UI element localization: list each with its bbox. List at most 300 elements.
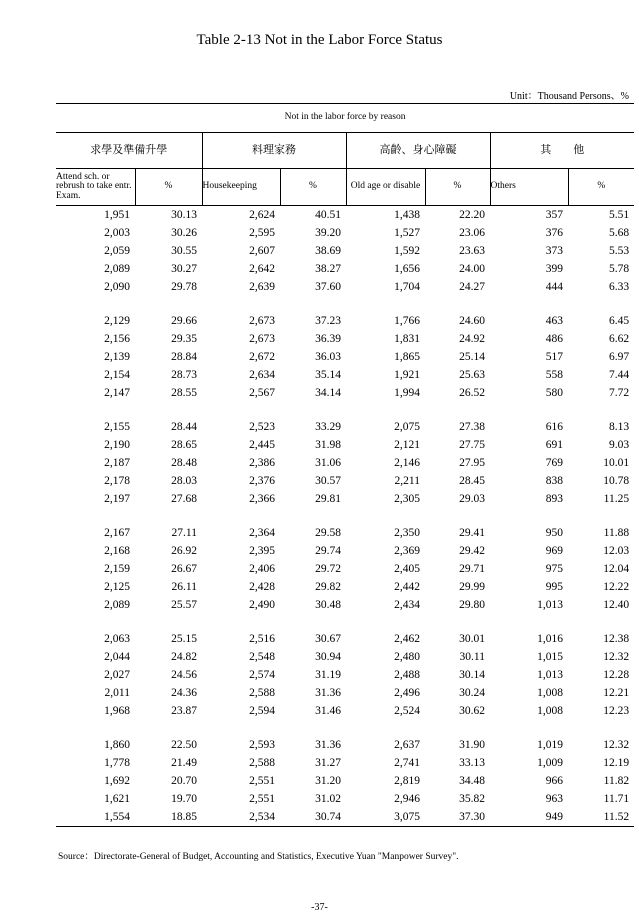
table-cell: 2,011 [104, 687, 130, 699]
table-cell: 2,063 [104, 633, 130, 645]
table-cell: 2,405 [394, 563, 420, 575]
table-cell: 2,637 [394, 739, 420, 751]
table-cell: 31.36 [315, 739, 341, 751]
table-cell: 22.50 [171, 739, 197, 751]
table-cell: 12.38 [603, 633, 630, 645]
unit-note: Unit：Thousand Persons、% [509, 91, 629, 102]
col-header-attend-school: Attend sch. or rebrush to take entr. Exam. [56, 169, 135, 206]
table-cell: 26.52 [459, 387, 485, 399]
table-cell: 26.67 [171, 563, 197, 575]
table-cell: 12.40 [603, 599, 630, 611]
table-cell: 486 [545, 333, 563, 345]
table-cell: 2,480 [394, 651, 420, 663]
table-cell: 12.28 [603, 669, 630, 681]
table-row [56, 366, 634, 384]
table-cell: 29.58 [315, 527, 341, 539]
table-row [56, 542, 634, 560]
table-row [56, 278, 634, 296]
spacer-cell [280, 614, 346, 630]
table-cell: 376 [545, 227, 563, 239]
table-cell: 2,305 [394, 493, 420, 505]
table-cell: 10.78 [603, 475, 630, 487]
table-cell: 31.36 [315, 687, 341, 699]
table-cell: 5.53 [608, 245, 630, 257]
table-cell: 24.56 [171, 669, 197, 681]
table-cell: 28.55 [171, 387, 197, 399]
table-row [56, 312, 634, 330]
table-cell: 3,075 [346, 808, 425, 827]
spacer-cell [280, 508, 346, 524]
spacer-cell [56, 508, 135, 524]
table-cell: 995 [545, 581, 563, 593]
table-cell: 2,089 [104, 599, 130, 611]
table-cell: 1,704 [394, 281, 420, 293]
table-cell: 30.24 [459, 687, 485, 699]
table-cell: 2,574 [249, 669, 275, 681]
table-cell: 26.11 [171, 581, 197, 593]
table-cell: 2,027 [104, 669, 130, 681]
header-top: Not in the labor force by reason [56, 104, 634, 133]
table-cell: 29.71 [459, 563, 485, 575]
table-cell: 28.45 [459, 475, 485, 487]
table-cell: 30.01 [459, 633, 485, 645]
table-cell: 399 [545, 263, 563, 275]
table-cell: 12.22 [603, 581, 630, 593]
spacer-cell [568, 402, 634, 418]
table-cell: 2,159 [104, 563, 130, 575]
table-cell: 30.11 [459, 651, 485, 663]
table-cell: 1,008 [537, 687, 563, 699]
table-cell: 2,369 [394, 545, 420, 557]
group-spacer [56, 614, 634, 630]
table-cell: 5.78 [608, 263, 630, 275]
table-cell: 2,147 [104, 387, 130, 399]
table-cell: 2,567 [249, 387, 275, 399]
table-cell: 25.57 [171, 599, 197, 611]
table-cell: 39.20 [315, 227, 341, 239]
table-cell: 29.35 [171, 333, 197, 345]
table-cell: 2,434 [394, 599, 420, 611]
table-cell: 963 [545, 793, 563, 805]
table-cell: 35.14 [315, 369, 341, 381]
table-cell: 37.60 [315, 281, 341, 293]
table-cell: 2,516 [249, 633, 275, 645]
table-cell: 29.66 [171, 315, 197, 327]
table-cell: 10.01 [603, 457, 630, 469]
table-cell: 2,819 [394, 775, 420, 787]
table-cell: 2,445 [249, 439, 275, 451]
table-cell: 12.32 [603, 651, 630, 663]
table-row [56, 224, 634, 242]
table-cell: 691 [545, 439, 563, 451]
table-cell: 357 [545, 209, 563, 221]
table-cell: 1,019 [537, 739, 563, 751]
table-cell: 1,994 [394, 387, 420, 399]
spacer-cell [346, 402, 425, 418]
table-cell: 27.95 [459, 457, 485, 469]
table-cell: 37.23 [315, 315, 341, 327]
table-cell: 1,592 [394, 245, 420, 257]
table-cell: 24.82 [171, 651, 197, 663]
table-cell: 22.20 [459, 209, 485, 221]
table-row [56, 524, 634, 542]
table-cell: 33.29 [315, 421, 341, 433]
table-cell: 20.70 [171, 775, 197, 787]
table-cell: 2,594 [249, 705, 275, 717]
table-row [56, 790, 634, 808]
table-cell: 2,364 [249, 527, 275, 539]
table-cell: 23.87 [171, 705, 197, 717]
table-cell: 29.74 [315, 545, 341, 557]
table-cell: 12.03 [603, 545, 630, 557]
table-cell: 6.45 [608, 315, 630, 327]
table-cell: 1,921 [394, 369, 420, 381]
spacer-cell [490, 508, 568, 524]
table-cell: 2,090 [104, 281, 130, 293]
table-cell: 2,129 [104, 315, 130, 327]
table-cell: 1,013 [537, 599, 563, 611]
table-cell: 1,621 [104, 793, 130, 805]
table-cell: 36.39 [315, 333, 341, 345]
table-row [56, 684, 634, 702]
table-cell: 29.41 [459, 527, 485, 539]
table-cell: 23.63 [459, 245, 485, 257]
table-row [56, 702, 634, 720]
table-cell: 2,496 [394, 687, 420, 699]
table-cell: 21.49 [171, 757, 197, 769]
table-cell: 2,588 [249, 757, 275, 769]
table-cell: 24.36 [171, 687, 197, 699]
table-cell: 36.03 [315, 351, 341, 363]
spacer-cell [490, 296, 568, 312]
table-cell: 23.06 [459, 227, 485, 239]
table-cell: 2,406 [249, 563, 275, 575]
table-cell: 6.33 [608, 281, 630, 293]
table-cell: 2,607 [249, 245, 275, 257]
spacer-cell [346, 614, 425, 630]
table-cell: 30.26 [171, 227, 197, 239]
table-cell: 2,155 [104, 421, 130, 433]
spacer-cell [425, 508, 490, 524]
spacer-cell [56, 720, 135, 736]
table-cell: 444 [545, 281, 563, 293]
table-cell: 2,673 [249, 315, 275, 327]
spacer-cell [568, 614, 634, 630]
table-cell: 30.27 [171, 263, 197, 275]
table-cell: 30.55 [171, 245, 197, 257]
table-cell: 28.48 [171, 457, 197, 469]
table-cell: 28.84 [171, 351, 197, 363]
table-cell: 1,951 [104, 209, 130, 221]
table-cell: 18.85 [135, 808, 202, 827]
table-cell: 2,178 [104, 475, 130, 487]
table-cell: 1,438 [394, 209, 420, 221]
spacer-cell [568, 720, 634, 736]
table-row [56, 666, 634, 684]
table-row [56, 560, 634, 578]
spacer-cell [280, 720, 346, 736]
table-cell: 2,386 [249, 457, 275, 469]
table-row [56, 736, 634, 754]
table-cell: 11.88 [603, 527, 630, 539]
table-cell: 38.27 [315, 263, 341, 275]
table-cell: 1,015 [537, 651, 563, 663]
table-cell: 2,395 [249, 545, 275, 557]
table-cell: 29.81 [315, 493, 341, 505]
col-header-pct: % [135, 169, 202, 206]
table-cell: 2,350 [394, 527, 420, 539]
spacer-cell [202, 402, 280, 418]
table-row [56, 330, 634, 348]
table-cell: 616 [545, 421, 563, 433]
table-cell: 1,831 [394, 333, 420, 345]
table-cell: 1,527 [394, 227, 420, 239]
table-cell: 2,146 [394, 457, 420, 469]
table-cell: 2,741 [394, 757, 420, 769]
table-cell: 29.72 [315, 563, 341, 575]
table-cell: 558 [545, 369, 563, 381]
table-cell: 30.57 [315, 475, 341, 487]
spacer-cell [425, 402, 490, 418]
table-cell: 2,089 [104, 263, 130, 275]
table-cell: 40.51 [315, 209, 341, 221]
table-cell: 7.72 [608, 387, 630, 399]
table-cell: 2,044 [104, 651, 130, 663]
table-cell: 2,428 [249, 581, 275, 593]
table-cell: 11.82 [603, 775, 630, 787]
table-cell: 2,551 [249, 793, 275, 805]
table-cell: 12.21 [603, 687, 630, 699]
table-cell: 2,588 [249, 687, 275, 699]
table-cell: 2,673 [249, 333, 275, 345]
table-cell: 31.46 [315, 705, 341, 717]
spacer-cell [202, 296, 280, 312]
table-cell: 27.68 [171, 493, 197, 505]
table-row [56, 490, 634, 508]
table-cell: 29.78 [171, 281, 197, 293]
table-cell: 2,595 [249, 227, 275, 239]
table-row [56, 436, 634, 454]
table-cell: 6.97 [608, 351, 630, 363]
table-cell: 29.03 [459, 493, 485, 505]
spacer-cell [490, 402, 568, 418]
table-cell: 1,692 [104, 775, 130, 787]
table-cell: 35.82 [459, 793, 485, 805]
table-cell: 2,551 [249, 775, 275, 787]
table-cell: 1,865 [394, 351, 420, 363]
table-cell: 1,016 [537, 633, 563, 645]
table-cell: 1,778 [104, 757, 130, 769]
table-cell: 12.04 [603, 563, 630, 575]
group-spacer [56, 296, 634, 312]
table-cell: 2,003 [104, 227, 130, 239]
table-cell: 24.92 [459, 333, 485, 345]
table-cell: 29.82 [315, 581, 341, 593]
table-row [56, 754, 634, 772]
table-cell: 2,523 [249, 421, 275, 433]
col-header-pct: % [425, 169, 490, 206]
table-cell: 34.14 [315, 387, 341, 399]
table-row [56, 596, 634, 614]
table-row [56, 454, 634, 472]
table-cell: 37.30 [425, 808, 490, 827]
table-row [56, 384, 634, 402]
table-cell: 33.13 [459, 757, 485, 769]
spacer-cell [202, 614, 280, 630]
table-cell: 2,121 [394, 439, 420, 451]
table-cell: 893 [545, 493, 563, 505]
table-cell: 2,075 [394, 421, 420, 433]
table-cell: 28.44 [171, 421, 197, 433]
table-cell: 2,593 [249, 739, 275, 751]
table-row [56, 260, 634, 278]
table-cell: 1,968 [104, 705, 130, 717]
table-cell: 31.90 [459, 739, 485, 751]
table-row [56, 472, 634, 490]
col-header-old-age: Old age or disable [346, 169, 425, 206]
spacer-cell [135, 614, 202, 630]
spacer-cell [346, 508, 425, 524]
spacer-cell [135, 720, 202, 736]
table-cell: 28.73 [171, 369, 197, 381]
spacer-cell [202, 720, 280, 736]
table-cell: 25.15 [171, 633, 197, 645]
table-cell: 1,013 [537, 669, 563, 681]
table-cell: 1,656 [394, 263, 420, 275]
table-cell: 1,860 [104, 739, 130, 751]
table-row [56, 206, 634, 225]
table-cell: 11.52 [568, 808, 634, 827]
table-cell: 2,524 [394, 705, 420, 717]
table-cell: 2,167 [104, 527, 130, 539]
table-cell: 30.74 [280, 808, 346, 827]
table-cell: 12.32 [603, 739, 630, 751]
group-header-housekeeping: 料理家務 [202, 133, 346, 169]
group-spacer [56, 402, 634, 418]
table-cell: 31.98 [315, 439, 341, 451]
table-cell: 25.14 [459, 351, 485, 363]
table-cell: 29.42 [459, 545, 485, 557]
table-cell: 2,490 [249, 599, 275, 611]
table-cell: 2,125 [104, 581, 130, 593]
table-cell: 6.62 [608, 333, 630, 345]
source-note: Source：Directorate-General of Budget, Accounting and Statistics, Executive Yuan "Manpower Survey". [58, 852, 459, 862]
table-cell: 975 [545, 563, 563, 575]
table-cell: 5.51 [608, 209, 630, 221]
spacer-cell [135, 508, 202, 524]
group-header-others: 其 他 [490, 133, 634, 169]
table-cell: 517 [545, 351, 563, 363]
table-cell: 5.68 [608, 227, 630, 239]
table-cell: 950 [545, 527, 563, 539]
table-cell: 28.65 [171, 439, 197, 451]
table-cell: 29.80 [459, 599, 485, 611]
table-cell: 30.94 [315, 651, 341, 663]
table-cell: 12.23 [603, 705, 630, 717]
table-cell: 31.06 [315, 457, 341, 469]
table-row [56, 808, 634, 827]
spacer-cell [135, 402, 202, 418]
table-cell: 2,187 [104, 457, 130, 469]
labor-force-table [56, 103, 634, 827]
table-row [56, 772, 634, 790]
table-row [56, 418, 634, 436]
table-cell: 38.69 [315, 245, 341, 257]
spacer-cell [280, 402, 346, 418]
spacer-cell [568, 508, 634, 524]
spacer-cell [490, 614, 568, 630]
table-cell: 30.13 [171, 209, 197, 221]
table-cell: 1,554 [56, 808, 135, 827]
spacer-cell [56, 614, 135, 630]
table-cell: 2,197 [104, 493, 130, 505]
table-cell: 2,639 [249, 281, 275, 293]
table-cell: 34.48 [459, 775, 485, 787]
table-cell: 27.38 [459, 421, 485, 433]
table-cell: 2,059 [104, 245, 130, 257]
table-cell: 29.99 [459, 581, 485, 593]
table-cell: 2,634 [249, 369, 275, 381]
table-cell: 7.44 [608, 369, 630, 381]
table-cell: 2,211 [394, 475, 420, 487]
table-cell: 1,766 [394, 315, 420, 327]
table-cell: 580 [545, 387, 563, 399]
table-cell: 769 [545, 457, 563, 469]
table-cell: 8.13 [608, 421, 630, 433]
group-header-old-age: 高齡、身心障礙 [346, 133, 490, 169]
table-cell: 27.11 [171, 527, 197, 539]
table-cell: 2,672 [249, 351, 275, 363]
table-cell: 966 [545, 775, 563, 787]
table-cell: 2,548 [249, 651, 275, 663]
table-cell: 2,534 [202, 808, 280, 827]
table-cell: 31.02 [315, 793, 341, 805]
table-cell: 24.00 [459, 263, 485, 275]
table-cell: 2,442 [394, 581, 420, 593]
table-cell: 30.67 [315, 633, 341, 645]
spacer-cell [425, 720, 490, 736]
table-cell: 9.03 [608, 439, 630, 451]
table-cell: 969 [545, 545, 563, 557]
spacer-cell [490, 720, 568, 736]
table-row [56, 648, 634, 666]
spacer-cell [56, 402, 135, 418]
table-cell: 2,488 [394, 669, 420, 681]
col-header-housekeeping: Housekeeping [202, 169, 280, 206]
spacer-cell [425, 296, 490, 312]
table-row [56, 242, 634, 260]
table-cell: 30.62 [459, 705, 485, 717]
table-cell: 28.03 [171, 475, 197, 487]
table-cell: 838 [545, 475, 563, 487]
table-cell: 2,156 [104, 333, 130, 345]
table-cell: 2,624 [249, 209, 275, 221]
page-number: -37- [311, 902, 328, 913]
table-cell: 373 [545, 245, 563, 257]
table-cell: 11.25 [603, 493, 630, 505]
table-row [56, 348, 634, 366]
table-cell: 31.19 [315, 669, 341, 681]
table-cell: 949 [490, 808, 568, 827]
table-cell: 2,168 [104, 545, 130, 557]
table-cell: 30.48 [315, 599, 341, 611]
table-row [56, 578, 634, 596]
table-cell: 2,366 [249, 493, 275, 505]
group-header-study: 求學及準備升學 [56, 133, 202, 169]
table-cell: 2,154 [104, 369, 130, 381]
table-cell: 1,009 [537, 757, 563, 769]
table-cell: 2,190 [104, 439, 130, 451]
